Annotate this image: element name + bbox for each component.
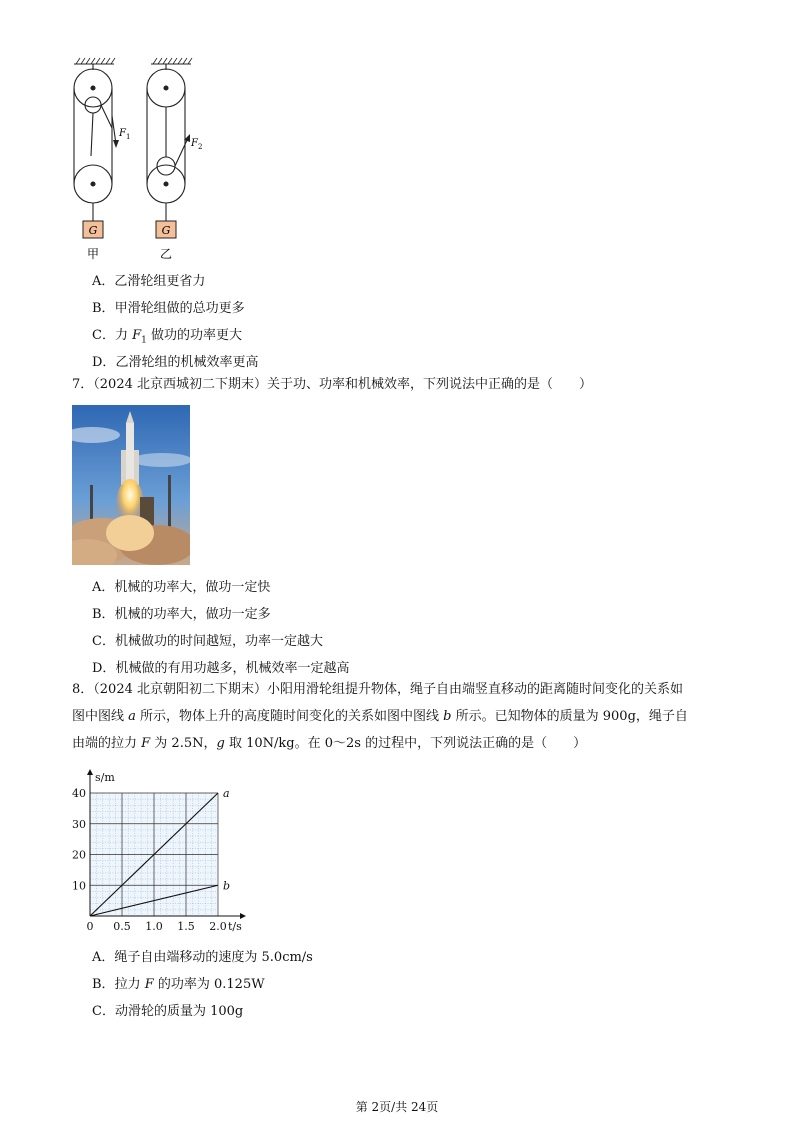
chart-y-tick-label: 10	[72, 879, 86, 893]
force-arrow-right	[175, 138, 188, 166]
rocket-body	[126, 423, 134, 485]
q8-option-a[interactable]: A．绳子自由端移动的速度为 5.0cm/s	[92, 950, 313, 965]
chart-x-tick-label: 2.0	[209, 920, 227, 933]
chart-y-axis-arrow	[87, 769, 93, 775]
chart-series-label-a: a	[223, 787, 230, 800]
fixed-pulley-small-left	[85, 97, 101, 113]
q6-option-d[interactable]: D．乙滑轮组的机械效率更高	[92, 355, 259, 370]
force-label-f2: F	[191, 138, 198, 149]
q8-stem-line3: 由端的拉力 F 为 2.5N，g 取 10N/kg。在 0～2s 的过程中，下列说法正确的是（ ）	[72, 736, 587, 751]
chart-x-tick-label: 1.0	[145, 920, 163, 933]
chart-y-tick-label: 20	[72, 848, 86, 862]
weight-label-right: G	[161, 224, 171, 237]
weight-label-left: G	[88, 224, 98, 237]
force-label-f1-sub: 1	[126, 133, 131, 141]
q8-stem-line2: 图中图线 a 所示，物体上升的高度随时间变化的关系如图中图线 b 所示。已知物体的质量为 900g，绳子自	[72, 709, 688, 724]
page-footer: 第 2页/共 24页	[355, 1100, 439, 1114]
q8-option-b[interactable]: B．拉力 F 的功率为 0.125W	[92, 977, 265, 992]
chart-x-axis-arrow	[240, 913, 246, 919]
chart-x-axis-label: t/s	[228, 920, 242, 933]
chart-y-axis-label: s/m	[95, 771, 115, 784]
force-label-f1: F	[119, 128, 126, 139]
q6-option-a[interactable]: A．乙滑轮组更省力	[92, 274, 206, 289]
chart-x-tick-label: 0.5	[113, 920, 131, 933]
q7-option-a[interactable]: A．机械的功率大，做功一定快	[92, 580, 271, 595]
force-arrow-left	[112, 116, 116, 144]
chart-x-tick-label: 0	[86, 920, 94, 933]
q8-option-c[interactable]: C．动滑轮的质量为 100g	[92, 1004, 244, 1019]
q7-option-c[interactable]: C．机械做功的时间越短，功率一定越大	[92, 634, 323, 649]
chart-y-tick-label: 40	[72, 787, 86, 800]
q7-stem: 7．（2024 北京西城初二下期末）关于功、功率和机械效率，下列说法中正确的是（ ）	[72, 377, 592, 392]
q6-option-b[interactable]: B．甲滑轮组做的总功更多	[92, 301, 245, 316]
q6-option-c[interactable]: C．力 $F_1$ 做功的功率更大	[92, 328, 242, 346]
q8-stem-line1: 8．（2024 北京朝阳初二下期末）小阳用滑轮组提升物体，绳子自由端竖直移动的距离随时间变化的关系如	[72, 682, 683, 697]
chart-x-tick-label: 1.5	[177, 920, 195, 933]
chart-series-label-b: b	[223, 879, 231, 893]
force-label-f2-sub: 2	[198, 143, 203, 151]
label-yi: 乙	[159, 247, 173, 261]
s-t-chart	[68, 762, 268, 940]
pulley-figure	[66, 56, 226, 266]
q7-option-b[interactable]: B．机械的功率大，做功一定多	[92, 607, 271, 622]
rocket-launch-photo	[72, 405, 190, 565]
chart-y-tick-label: 30	[72, 817, 86, 831]
q7-option-d[interactable]: D．机械做的有用功越多，机械效率一定越高	[92, 661, 350, 676]
label-jia: 甲	[86, 247, 100, 261]
